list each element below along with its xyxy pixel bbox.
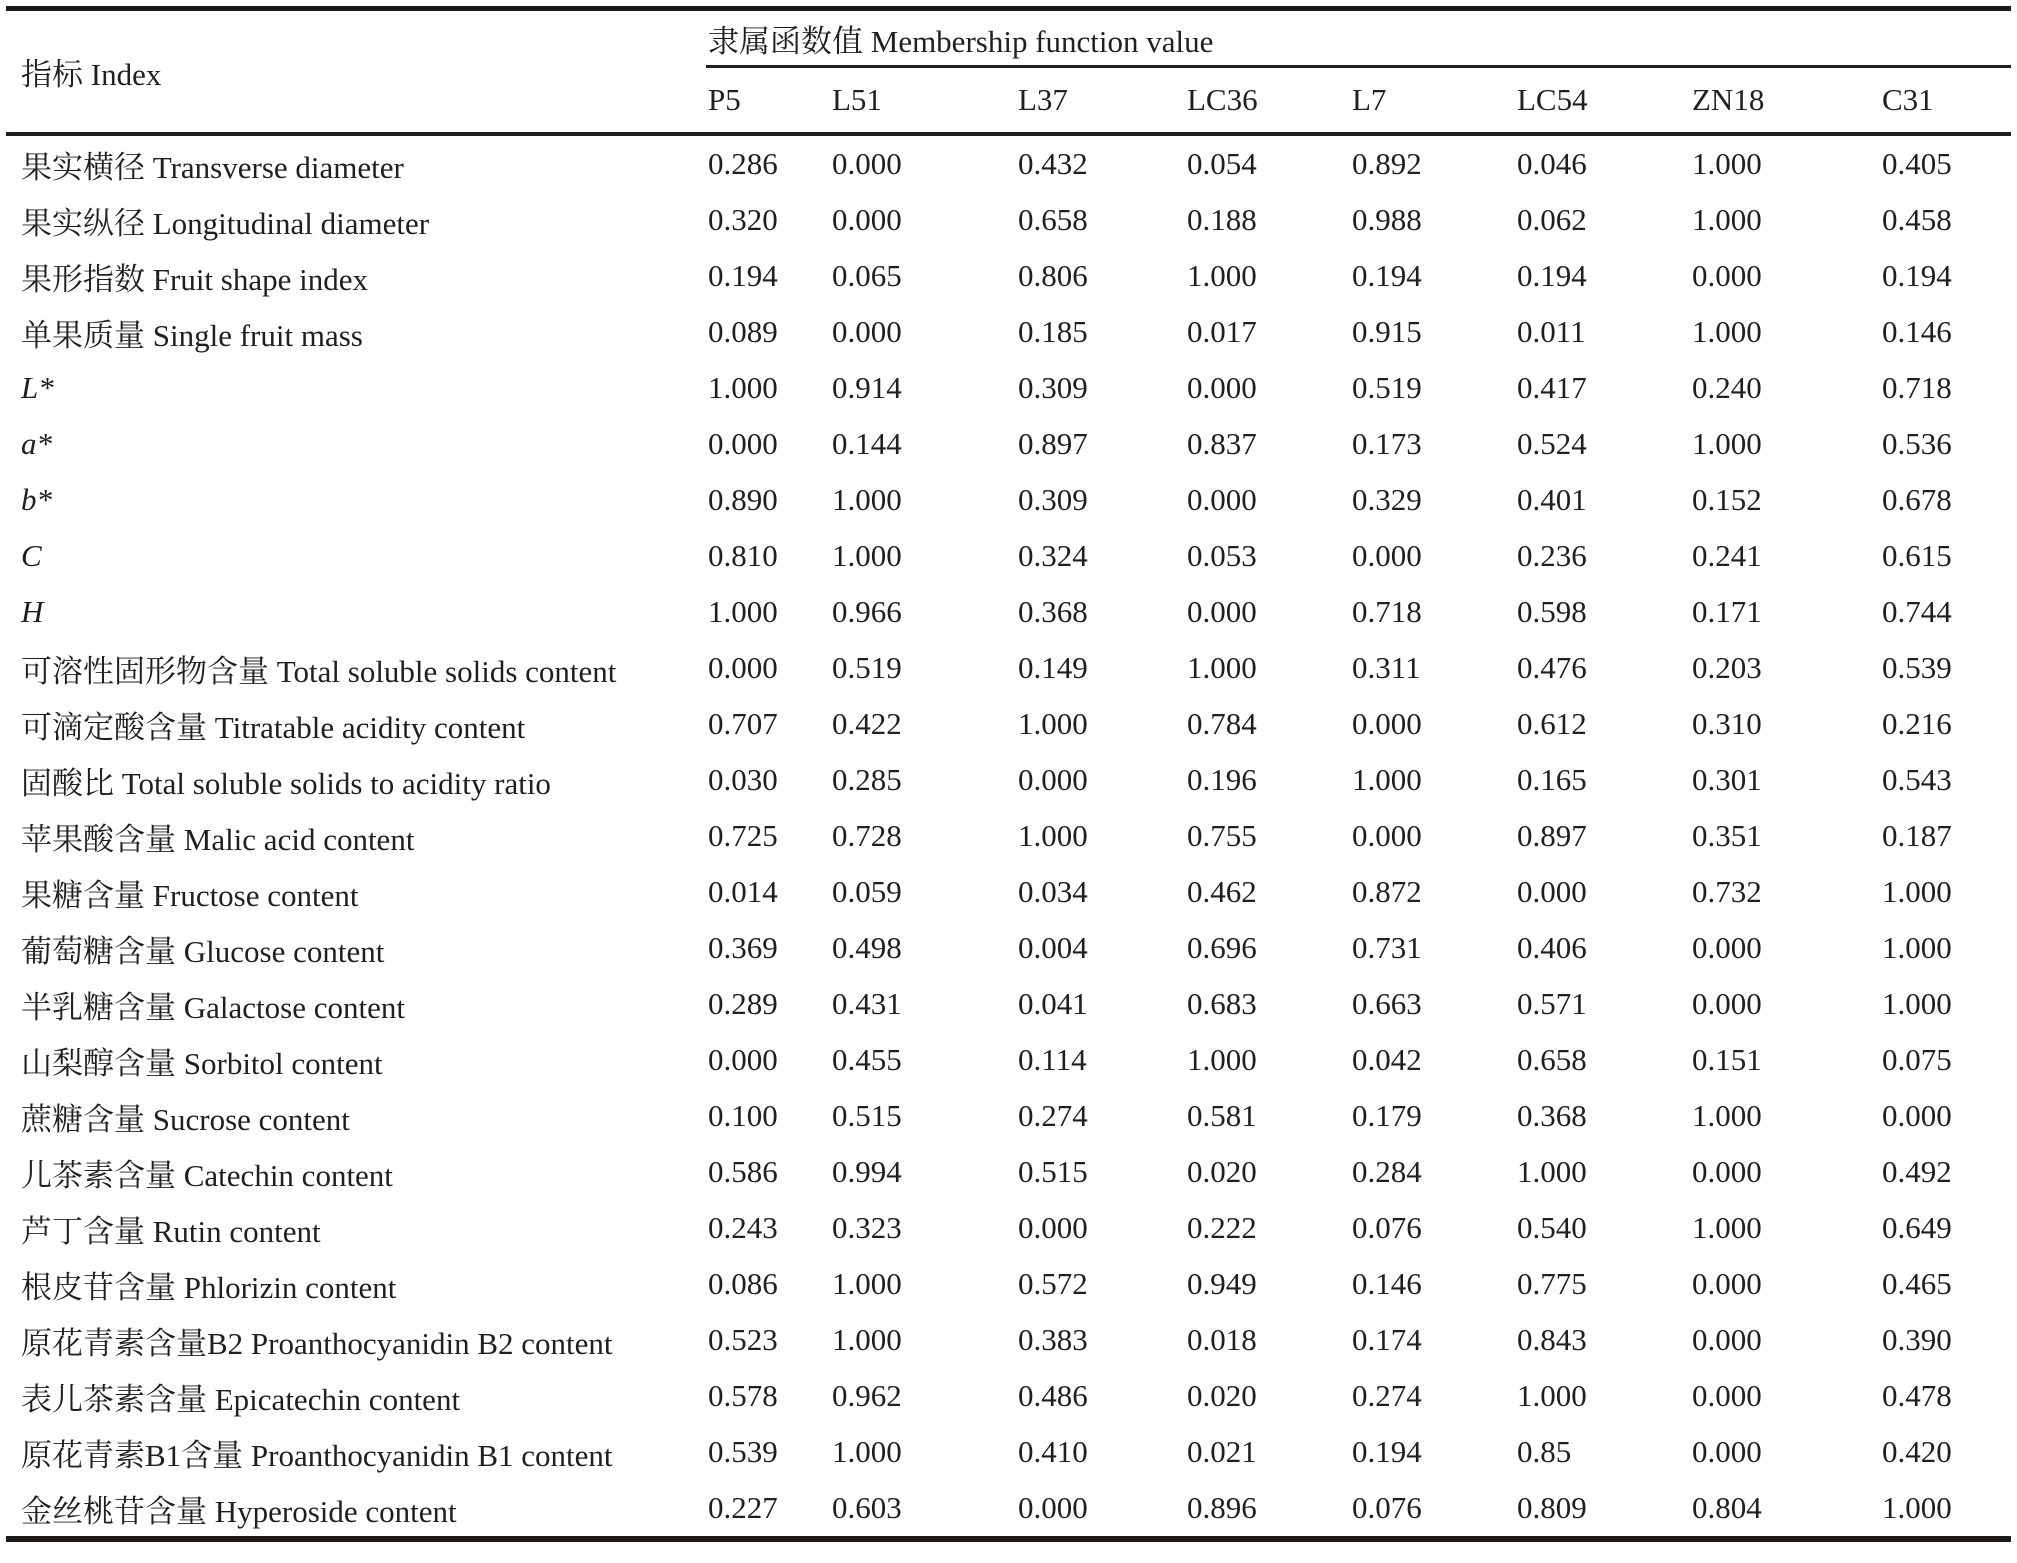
value-cell: 0.536 (1882, 426, 1952, 461)
row-label: H (21, 594, 44, 629)
value-cell: 0.000 (1018, 1210, 1088, 1245)
value-cell: 0.837 (1187, 426, 1257, 461)
table-row (6, 1424, 2011, 1480)
value-cell: 0.053 (1187, 538, 1257, 573)
value-cell: 0.519 (832, 650, 902, 685)
value-cell: 0.020 (1187, 1378, 1257, 1413)
row-label: b* (21, 482, 52, 517)
value-cell: 1.000 (1018, 818, 1088, 853)
row-label: 单果质量 Single fruit mass (21, 317, 363, 353)
value-cell: 0.285 (832, 762, 902, 797)
value-cell: 0.173 (1352, 426, 1422, 461)
value-cell: 0.658 (1018, 202, 1088, 237)
row-label: L* (21, 370, 54, 405)
value-cell: 0.390 (1882, 1322, 1952, 1357)
table-row (6, 1368, 2011, 1424)
value-cell: 0.420 (1882, 1434, 1952, 1469)
value-cell: 0.810 (708, 538, 778, 573)
value-cell: 0.152 (1692, 482, 1762, 517)
value-cell: 0.775 (1517, 1266, 1587, 1301)
row-label: 果实横径 Transverse diameter (21, 149, 404, 185)
value-cell: 1.000 (1882, 1490, 1952, 1525)
value-cell: 0.000 (1517, 874, 1587, 909)
value-cell: 0.744 (1882, 594, 1952, 629)
value-cell: 0.286 (708, 146, 778, 181)
table-row (6, 192, 2011, 248)
row-label: 苹果酸含量 Malic acid content (21, 821, 415, 857)
value-cell: 0.890 (708, 482, 778, 517)
table-row (6, 360, 2011, 416)
row-label: 可滴定酸含量 Titratable acidity content (21, 709, 526, 745)
value-cell: 0.718 (1882, 370, 1952, 405)
row-label: 芦丁含量 Rutin content (21, 1213, 321, 1249)
value-cell: 0.351 (1692, 818, 1762, 853)
value-cell: 1.000 (1517, 1378, 1587, 1413)
value-cell: 0.194 (1352, 1434, 1422, 1469)
value-cell: 0.149 (1018, 650, 1088, 685)
value-cell: 0.203 (1692, 650, 1762, 685)
column-header-p5: P5 (706, 67, 830, 135)
value-cell: 0.806 (1018, 258, 1088, 293)
value-cell: 0.728 (832, 818, 902, 853)
value-cell: 0.612 (1517, 706, 1587, 741)
value-cell: 0.966 (832, 594, 902, 629)
value-cell: 0.368 (1517, 1098, 1587, 1133)
value-cell: 0.323 (832, 1210, 902, 1245)
table-row (6, 696, 2011, 752)
value-cell: 0.683 (1187, 986, 1257, 1021)
table-row (6, 1312, 2011, 1368)
value-cell: 1.000 (1187, 650, 1257, 685)
value-cell: 1.000 (1692, 146, 1762, 181)
value-cell: 0.476 (1517, 650, 1587, 685)
value-cell: 0.309 (1018, 370, 1088, 405)
value-cell: 0.034 (1018, 874, 1088, 909)
value-cell: 1.000 (1882, 930, 1952, 965)
value-cell: 0.004 (1018, 930, 1088, 965)
value-cell: 0.042 (1352, 1042, 1422, 1077)
row-label: 儿茶素含量 Catechin content (21, 1157, 393, 1193)
value-cell: 0.486 (1018, 1378, 1088, 1413)
table-row (6, 248, 2011, 304)
value-cell: 0.809 (1517, 1490, 1587, 1525)
value-cell: 0.492 (1882, 1154, 1952, 1189)
table-row (6, 1032, 2011, 1088)
value-cell: 0.000 (1187, 594, 1257, 629)
table-row (6, 1480, 2011, 1539)
value-cell: 1.000 (1692, 1210, 1762, 1245)
value-cell: 0.086 (708, 1266, 778, 1301)
column-header-lc54: LC54 (1515, 67, 1690, 135)
value-cell: 0.000 (1692, 1322, 1762, 1357)
value-cell: 0.030 (708, 762, 778, 797)
index-column-header: 指标 Index (6, 9, 706, 135)
value-cell: 0.329 (1352, 482, 1422, 517)
row-label: 固酸比 Total soluble solids to acidity ratio (21, 765, 551, 801)
column-header-lc36: LC36 (1185, 67, 1350, 135)
table-row (6, 472, 2011, 528)
row-label: 原花青素B1含量 Proanthocyanidin B1 content (21, 1437, 613, 1473)
value-cell: 0.241 (1692, 538, 1762, 573)
table-row (6, 808, 2011, 864)
value-cell: 0.185 (1018, 314, 1088, 349)
value-cell: 1.000 (1882, 986, 1952, 1021)
value-cell: 0.274 (1018, 1098, 1088, 1133)
value-cell: 0.000 (1882, 1098, 1952, 1133)
value-cell: 0.000 (832, 202, 902, 237)
value-cell: 0.872 (1352, 874, 1422, 909)
group-header-row (6, 9, 2011, 67)
row-label: 可溶性固形物含量 Total soluble solids content (21, 653, 617, 689)
value-cell: 0.586 (708, 1154, 778, 1189)
column-header-c31: C31 (1880, 67, 2011, 135)
value-cell: 0.041 (1018, 986, 1088, 1021)
value-cell: 0.539 (1882, 650, 1952, 685)
value-cell: 0.076 (1352, 1490, 1422, 1525)
value-cell: 1.000 (832, 1322, 902, 1357)
row-label: 果糖含量 Fructose content (21, 877, 359, 913)
value-cell: 0.649 (1882, 1210, 1952, 1245)
value-cell: 0.165 (1517, 762, 1587, 797)
value-cell: 0.539 (708, 1434, 778, 1469)
value-cell: 0.000 (1692, 986, 1762, 1021)
value-cell: 1.000 (1692, 314, 1762, 349)
value-cell: 0.896 (1187, 1490, 1257, 1525)
row-label: 金丝桃苷含量 Hyperoside content (21, 1493, 457, 1529)
value-cell: 0.000 (1352, 706, 1422, 741)
value-cell: 1.000 (1187, 258, 1257, 293)
table-row (6, 1200, 2011, 1256)
value-cell: 0.598 (1517, 594, 1587, 629)
value-cell: 0.000 (1352, 818, 1422, 853)
value-cell: 0.171 (1692, 594, 1762, 629)
value-cell: 1.000 (832, 1266, 902, 1301)
value-cell: 1.000 (1517, 1154, 1587, 1189)
value-cell: 0.897 (1018, 426, 1088, 461)
value-cell: 0.194 (708, 258, 778, 293)
value-cell: 0.179 (1352, 1098, 1422, 1133)
table-row (6, 864, 2011, 920)
value-cell: 1.000 (832, 1434, 902, 1469)
value-cell: 0.383 (1018, 1322, 1088, 1357)
value-cell: 0.011 (1517, 314, 1586, 349)
value-cell: 0.000 (708, 1042, 778, 1077)
table-row (6, 1256, 2011, 1312)
row-label: 山梨醇含量 Sorbitol content (21, 1045, 383, 1081)
row-label: 果实纵径 Longitudinal diameter (21, 205, 430, 241)
value-cell: 0.062 (1517, 202, 1587, 237)
value-cell: 0.431 (832, 986, 902, 1021)
value-cell: 0.188 (1187, 202, 1257, 237)
value-cell: 0.731 (1352, 930, 1422, 965)
value-cell: 0.000 (1187, 370, 1257, 405)
row-label: 根皮苷含量 Phlorizin content (21, 1269, 397, 1305)
value-cell: 0.540 (1517, 1210, 1587, 1245)
value-cell: 0.615 (1882, 538, 1952, 573)
value-cell: 0.455 (832, 1042, 902, 1077)
value-cell: 0.707 (708, 706, 778, 741)
value-cell: 0.000 (1187, 482, 1257, 517)
column-header-l37: L37 (1016, 67, 1185, 135)
value-cell: 0.843 (1517, 1322, 1587, 1357)
value-cell: 0.897 (1517, 818, 1587, 853)
value-cell: 1.000 (1692, 202, 1762, 237)
row-label: C (21, 538, 42, 573)
value-cell: 0.114 (1018, 1042, 1087, 1077)
value-cell: 0.85 (1517, 1434, 1572, 1469)
value-cell: 0.146 (1352, 1266, 1422, 1301)
value-cell: 0.572 (1018, 1266, 1088, 1301)
value-cell: 0.000 (1692, 258, 1762, 293)
value-cell: 0.018 (1187, 1322, 1257, 1357)
value-cell: 1.000 (1882, 874, 1952, 909)
value-cell: 0.194 (1882, 258, 1952, 293)
value-cell: 0.432 (1018, 146, 1088, 181)
value-cell: 0.151 (1692, 1042, 1762, 1077)
table-row (6, 1144, 2011, 1200)
table-row (6, 640, 2011, 696)
table-row (6, 304, 2011, 360)
value-cell: 0.000 (1352, 538, 1422, 573)
value-cell: 0.755 (1187, 818, 1257, 853)
value-cell: 0.284 (1352, 1154, 1422, 1189)
value-cell: 0.000 (1692, 1266, 1762, 1301)
value-cell: 0.498 (832, 930, 902, 965)
value-cell: 1.000 (832, 538, 902, 573)
value-cell: 0.017 (1187, 314, 1257, 349)
value-cell: 0.075 (1882, 1042, 1952, 1077)
value-cell: 0.000 (1018, 1490, 1088, 1525)
value-cell: 1.000 (708, 370, 778, 405)
value-cell: 0.174 (1352, 1322, 1422, 1357)
value-cell: 1.000 (1187, 1042, 1257, 1077)
row-label: 果形指数 Fruit shape index (21, 261, 368, 297)
value-cell: 0.222 (1187, 1210, 1257, 1245)
value-cell: 0.194 (1517, 258, 1587, 293)
value-cell: 0.914 (832, 370, 902, 405)
value-cell: 0.309 (1018, 482, 1088, 517)
value-cell: 0.678 (1882, 482, 1952, 517)
value-cell: 0.000 (708, 426, 778, 461)
value-cell: 0.524 (1517, 426, 1587, 461)
row-label: a* (21, 426, 52, 461)
value-cell: 0.000 (832, 314, 902, 349)
value-cell: 0.021 (1187, 1434, 1257, 1469)
value-cell: 0.243 (708, 1210, 778, 1245)
value-cell: 0.227 (708, 1490, 778, 1525)
value-cell: 0.784 (1187, 706, 1257, 741)
value-cell: 0.462 (1187, 874, 1257, 909)
value-cell: 0.523 (708, 1322, 778, 1357)
membership-group-header: 隶属函数值 Membership function value (706, 9, 2011, 67)
value-cell: 0.000 (1018, 762, 1088, 797)
value-cell: 0.578 (708, 1378, 778, 1413)
value-cell: 0.000 (1692, 1378, 1762, 1413)
value-cell: 0.000 (1692, 930, 1762, 965)
value-cell: 0.000 (708, 650, 778, 685)
value-cell: 0.196 (1187, 762, 1257, 797)
value-cell: 0.310 (1692, 706, 1762, 741)
value-cell: 0.240 (1692, 370, 1762, 405)
column-header-l51: L51 (830, 67, 1016, 135)
value-cell: 0.014 (708, 874, 778, 909)
value-cell: 0.696 (1187, 930, 1257, 965)
value-cell: 0.194 (1352, 258, 1422, 293)
value-cell: 0.046 (1517, 146, 1587, 181)
table-row (6, 1088, 2011, 1144)
value-cell: 0.059 (832, 874, 902, 909)
value-cell: 0.410 (1018, 1434, 1088, 1469)
value-cell: 0.603 (832, 1490, 902, 1525)
value-cell: 0.718 (1352, 594, 1422, 629)
table-row (6, 976, 2011, 1032)
value-cell: 0.089 (708, 314, 778, 349)
value-cell: 0.076 (1352, 1210, 1422, 1245)
value-cell: 0.465 (1882, 1266, 1952, 1301)
table-row (6, 416, 2011, 472)
value-cell: 0.581 (1187, 1098, 1257, 1133)
value-cell: 1.000 (832, 482, 902, 517)
table-row (6, 528, 2011, 584)
value-cell: 0.000 (1692, 1434, 1762, 1469)
value-cell: 0.458 (1882, 202, 1952, 237)
value-cell: 0.804 (1692, 1490, 1762, 1525)
value-cell: 0.515 (1018, 1154, 1088, 1189)
value-cell: 0.949 (1187, 1266, 1257, 1301)
value-cell: 0.417 (1517, 370, 1587, 405)
value-cell: 0.000 (1692, 1154, 1762, 1189)
value-cell: 0.401 (1517, 482, 1587, 517)
value-cell: 0.571 (1517, 986, 1587, 1021)
value-cell: 0.962 (832, 1378, 902, 1413)
row-label: 半乳糖含量 Galactose content (21, 989, 405, 1025)
value-cell: 0.519 (1352, 370, 1422, 405)
value-cell: 1.000 (1352, 762, 1422, 797)
column-header-l7: L7 (1350, 67, 1515, 135)
table-row (6, 920, 2011, 976)
value-cell: 0.144 (832, 426, 902, 461)
value-cell: 0.289 (708, 986, 778, 1021)
table-row (6, 134, 2011, 192)
value-cell: 0.422 (832, 706, 902, 741)
value-cell: 0.324 (1018, 538, 1088, 573)
column-header-zn18: ZN18 (1690, 67, 1880, 135)
value-cell: 0.892 (1352, 146, 1422, 181)
value-cell: 1.000 (1692, 426, 1762, 461)
value-cell: 0.311 (1352, 650, 1421, 685)
value-cell: 0.236 (1517, 538, 1587, 573)
row-label: 原花青素含量B2 Proanthocyanidin B2 content (21, 1325, 613, 1361)
value-cell: 0.320 (708, 202, 778, 237)
value-cell: 0.988 (1352, 202, 1422, 237)
value-cell: 0.301 (1692, 762, 1762, 797)
row-label: 表儿茶素含量 Epicatechin content (21, 1381, 461, 1417)
value-cell: 0.658 (1517, 1042, 1587, 1077)
value-cell: 0.065 (832, 258, 902, 293)
value-cell: 0.478 (1882, 1378, 1952, 1413)
value-cell: 0.725 (708, 818, 778, 853)
row-label: 蔗糖含量 Sucrose content (21, 1101, 350, 1137)
value-cell: 0.369 (708, 930, 778, 965)
value-cell: 0.000 (832, 146, 902, 181)
table-row (6, 584, 2011, 640)
table-row (6, 752, 2011, 808)
value-cell: 0.216 (1882, 706, 1952, 741)
value-cell: 0.146 (1882, 314, 1952, 349)
value-cell: 0.368 (1018, 594, 1088, 629)
value-cell: 0.100 (708, 1098, 778, 1133)
value-cell: 0.054 (1187, 146, 1257, 181)
value-cell: 0.274 (1352, 1378, 1422, 1413)
value-cell: 0.543 (1882, 762, 1952, 797)
value-cell: 1.000 (708, 594, 778, 629)
value-cell: 0.663 (1352, 986, 1422, 1021)
value-cell: 1.000 (1018, 706, 1088, 741)
value-cell: 1.000 (1692, 1098, 1762, 1133)
value-cell: 0.020 (1187, 1154, 1257, 1189)
value-cell: 0.187 (1882, 818, 1952, 853)
value-cell: 0.994 (832, 1154, 902, 1189)
value-cell: 0.515 (832, 1098, 902, 1133)
row-label: 葡萄糖含量 Glucose content (21, 933, 385, 969)
value-cell: 0.405 (1882, 146, 1952, 181)
value-cell: 0.915 (1352, 314, 1422, 349)
membership-function-table (6, 6, 2011, 1542)
value-cell: 0.406 (1517, 930, 1587, 965)
value-cell: 0.732 (1692, 874, 1762, 909)
